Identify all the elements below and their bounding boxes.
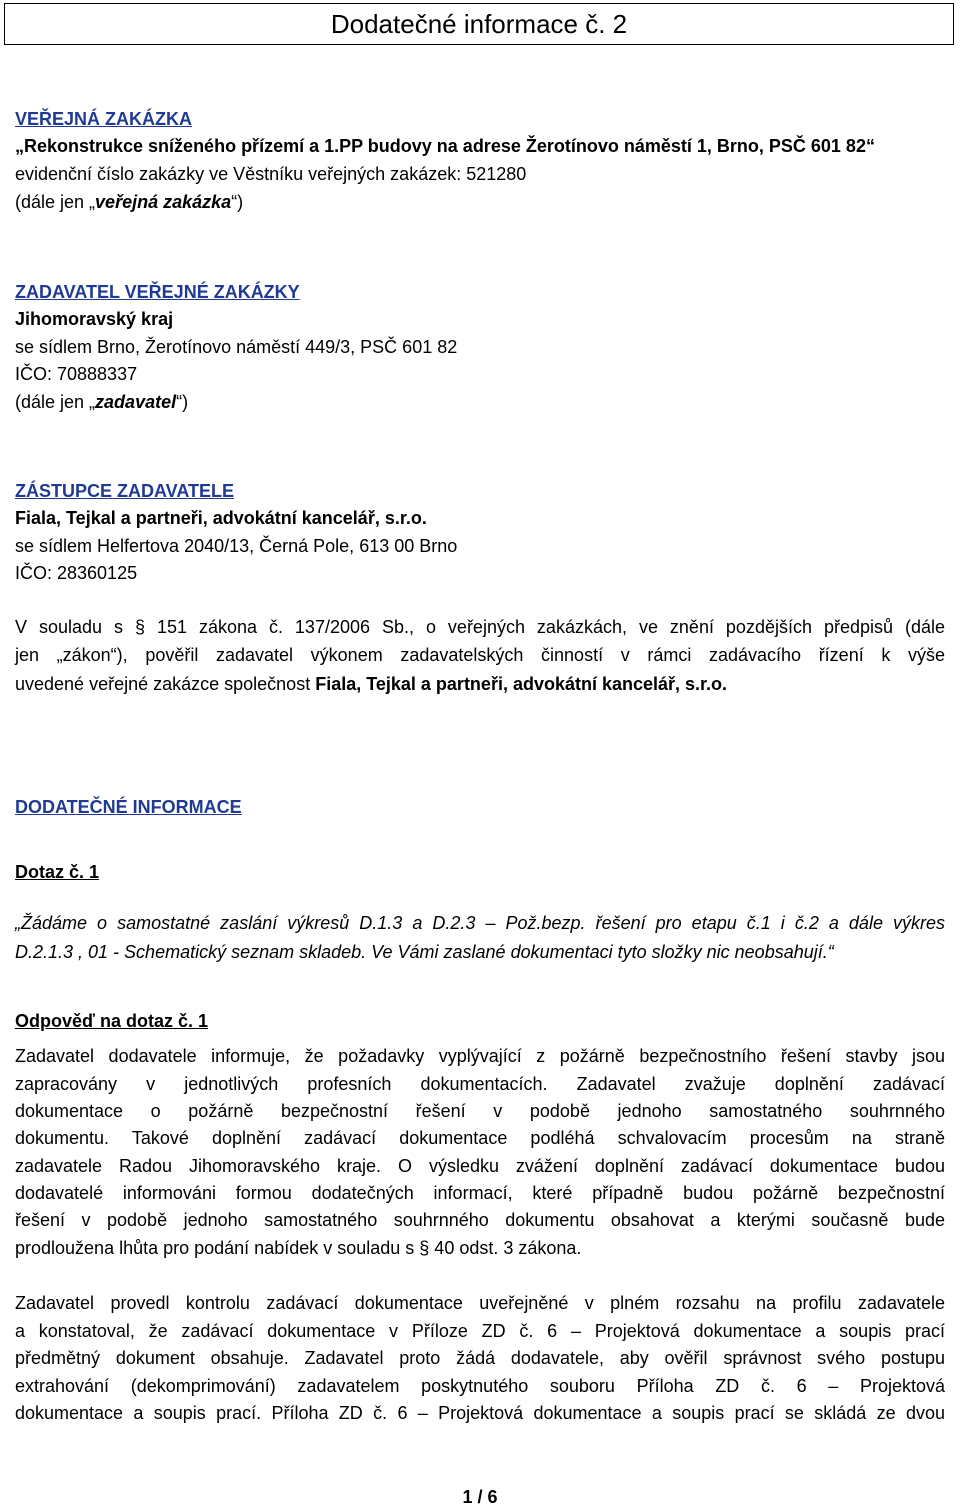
authority-ico: IČO: 70888337 [15,364,138,384]
representative-heading: ZÁSTUPCE ZADAVATELE [15,481,234,501]
mandate-line-2: jen „zákon“), pověřil zadavatel výkonem zadavatelských činností v rámci zadávacího řízení k výše [15,645,945,665]
additional-info-heading: DODATEČNÉ INFORMACE [15,797,242,817]
authority-seat: se sídlem Brno, Žerotínovo náměstí 449/3, PSČ 601 82 [15,337,458,357]
answer-p2-line: extrahování (dekomprimování) zadavatelem poskytnutého souboru Příloha ZD č. 6 – Projektová [15,1376,945,1396]
contract-evidence-number: evidenční číslo zakázky ve Věstníku veřejných zakázek: 521280 [15,164,527,184]
alias-term: veřejná zakázka [95,192,232,212]
alias-prefix: (dále jen „ [15,392,96,412]
alias-prefix: (dále jen „ [15,192,96,212]
answer-p1-line: dokumentu. Takové doplnění zadávací dokumentace podléhá schvalovacím procesům na straně [15,1128,945,1148]
question-line-2: D.2.1.3 , 01 - Schematický seznam skladeb. Ve Vámi zaslané dokumentaci tyto složky nic neobsahují.“ [15,942,834,962]
question-line-1: „Žádáme o samostatné zaslání výkresů D.1.3 a D.2.3 – Pož.bezp. řešení pro etapu č.1 i č.2 a dále výkres [15,913,945,933]
answer-p2-line: Zadavatel provedl kontrolu zadávací dokumentace uveřejněné v plném rozsahu na profilu zadavatele [15,1293,945,1313]
contract-alias [15,191,243,213]
answer-p2-line: dokumentace a soupis prací. Příloha ZD č. 6 – Projektová dokumentace a soupis prací se skládá ze dvou [15,1403,945,1423]
question-heading: Dotaz č. 1 [15,862,100,882]
answer-p1-line: řešení v podobě jednoho samostatného souhrnného dokumentu obsahovat a kterými současně bude [15,1210,945,1230]
authority-heading: ZADAVATEL VEŘEJNÉ ZAKÁZKY [15,282,300,302]
page-number: 1 / 6 [462,1487,498,1507]
answer-p1-line: dodavatelé informováni formou dodatečných informací, které případně budou požárně bezpečnostní [15,1183,945,1203]
representative-seat: se sídlem Helfertova 2040/13, Černá Pole, 613 00 Brno [15,536,458,556]
answer-p1-line: dokumentace o požárně bezpečnostní řešení v podobě jednoho samostatného souhrnného [15,1101,945,1121]
answer-heading: Odpověď na dotaz č. 1 [15,1011,208,1031]
representative-ico: IČO: 28360125 [15,563,138,583]
contract-heading: VEŘEJNÁ ZAKÁZKA [15,109,193,129]
answer-p1-line: prodloužena lhůta pro podání nabídek v souladu s § 40 odst. 3 zákona. [15,1238,582,1258]
alias-term: zadavatel [95,392,177,412]
mandate-line-3 [15,673,727,695]
answer-p1-line: Zadavatel dodavatele informuje, že požadavky vyplývající z požárně bezpečnostního řešení stavby jsou [15,1046,945,1066]
alias-suffix: “) [176,392,189,412]
mandate-line-3-text: uvedené veřejné zakázce společnost [15,674,316,694]
representative-name: Fiala, Tejkal a partneři, advokátní kancelář, s.r.o. [15,508,427,528]
answer-p1-line: zapracovány v jednotlivých profesních dokumentacích. Zadavatel zvažuje doplnění zadávací [15,1074,945,1094]
mandate-company: Fiala, Tejkal a partneři, advokátní kancelář, s.r.o. [315,674,728,694]
alias-suffix: “) [231,192,244,212]
authority-name: Jihomoravský kraj [15,309,174,329]
authority-alias [15,391,188,413]
mandate-line-1: V souladu s § 151 zákona č. 137/2006 Sb., o veřejných zakázkách, ve znění pozdějších předpisů (dále [15,617,945,637]
contract-name: „Rekonstrukce sníženého přízemí a 1.PP budovy na adrese Žerotínovo náměstí 1, Brno, PSČ 601 82“ [15,136,875,156]
answer-p2-line: předmětný dokument obsahuje. Zadavatel proto žádá dodavatele, aby ověřil správnost svého postupu [15,1348,945,1368]
document-title: Dodatečné informace č. 2 [4,3,954,45]
answer-p1-line: zadavatele Radou Jihomoravského kraje. O výsledku zvážení doplnění zadávací dokumentace budou [15,1156,945,1176]
answer-p2-line: a konstatoval, že zadávací dokumentace v Příloze ZD č. 6 – Projektová dokumentace a soupis prací [15,1321,945,1341]
